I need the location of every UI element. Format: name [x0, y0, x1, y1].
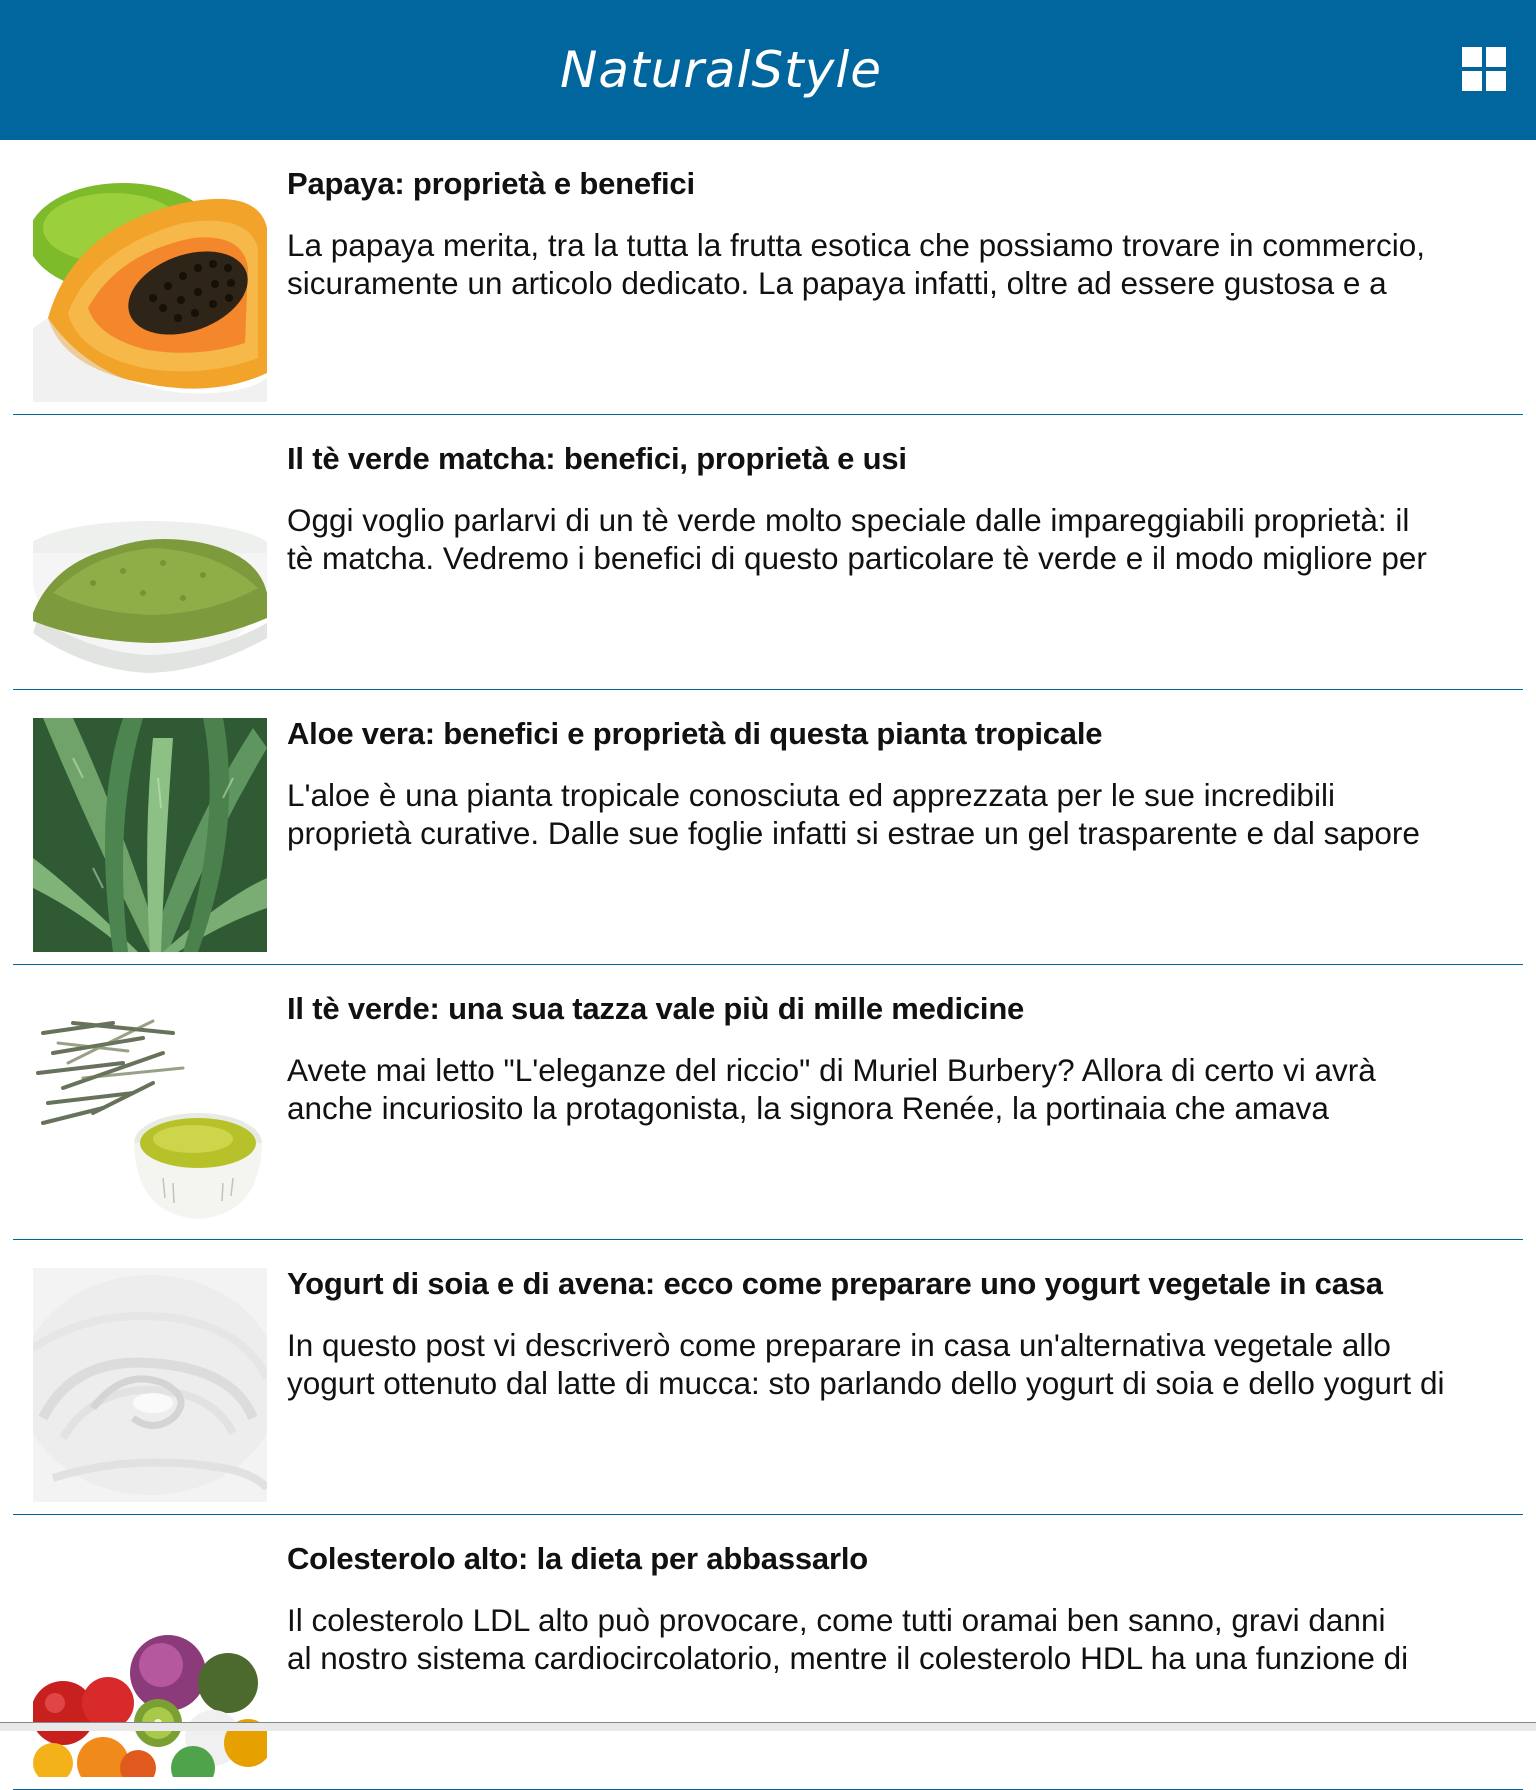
- excerpt-line: yogurt ottenuto dal latte di mucca: sto parlando dello yogurt di soia e dello yogurt di: [287, 1365, 1445, 1401]
- excerpt-line: La papaya merita, tra la tutta la frutta esotica che possiamo trovare in commercio,: [287, 227, 1426, 263]
- article-item[interactable]: [0, 1240, 1536, 1515]
- excerpt-line: al nostro sistema cardiocircolatorio, mentre il colesterolo HDL ha una funzione di: [287, 1640, 1409, 1676]
- article-title[interactable]: Aloe vera: benefici e proprietà di questa pianta tropicale: [287, 716, 1103, 751]
- article-item[interactable]: [0, 965, 1536, 1240]
- article-item[interactable]: [0, 415, 1536, 690]
- yogurt-swirl-image[interactable]: [33, 1268, 267, 1502]
- excerpt-line: In questo post vi descriverò come preparare in casa un'alternativa vegetale allo: [287, 1327, 1391, 1363]
- article-title[interactable]: Colesterolo alto: la dieta per abbassarlo: [287, 1541, 868, 1576]
- excerpt-line: proprietà curative. Dalle sue foglie infatti si estrae un gel trasparente e dal sapore: [287, 815, 1420, 851]
- article-item[interactable]: [0, 690, 1536, 965]
- article-excerpt: [287, 776, 1512, 852]
- article-title[interactable]: Il tè verde: una sua tazza vale più di mille medicine: [287, 991, 1025, 1026]
- article-excerpt: [287, 226, 1512, 302]
- matcha-powder-image[interactable]: [33, 443, 267, 677]
- excerpt-line: Avete mai letto "L'eleganze del riccio" di Muriel Burbery? Allora di certo vi avrà: [287, 1052, 1376, 1088]
- excerpt-line: Il colesterolo LDL alto può provocare, come tutti oramai ben sanno, gravi danni: [287, 1602, 1386, 1638]
- fruits-vegetables-image[interactable]: [33, 1543, 267, 1777]
- article-list: [0, 140, 1536, 1790]
- article-excerpt: [287, 1326, 1512, 1402]
- article-excerpt: [287, 501, 1512, 577]
- article-title[interactable]: Papaya: proprietà e benefici: [287, 166, 695, 201]
- article-excerpt: [287, 1051, 1512, 1127]
- article-item[interactable]: [0, 140, 1536, 415]
- article-title[interactable]: Yogurt di soia e di avena: ecco come preparare uno yogurt vegetale in casa: [287, 1266, 1383, 1301]
- excerpt-line: tè matcha. Vedremo i benefici di questo particolare tè verde e il modo migliore per: [287, 540, 1427, 576]
- article-excerpt: [287, 1601, 1512, 1677]
- excerpt-line: sicuramente un articolo dedicato. La papaya infatti, oltre ad essere gustosa e a: [287, 265, 1387, 301]
- green-tea-cup-image[interactable]: [33, 993, 267, 1227]
- article-item[interactable]: [0, 1515, 1536, 1790]
- site-logo[interactable]: NaturalStyle: [560, 41, 883, 99]
- app-header: [0, 0, 1536, 140]
- excerpt-line: L'aloe è una pianta tropicale conosciuta ed apprezzata per le sue incredibili: [287, 777, 1335, 813]
- aloe-vera-image[interactable]: [33, 718, 267, 952]
- grid-menu-icon[interactable]: [1462, 47, 1510, 95]
- papaya-image[interactable]: [33, 168, 267, 402]
- article-title[interactable]: Il tè verde matcha: benefici, proprietà e usi: [287, 441, 907, 476]
- excerpt-line: anche incuriosito la protagonista, la signora Renée, la portinaia che amava: [287, 1090, 1329, 1126]
- excerpt-line: Oggi voglio parlarvi di un tè verde molto speciale dalle impareggiabili proprietà: il: [287, 502, 1410, 538]
